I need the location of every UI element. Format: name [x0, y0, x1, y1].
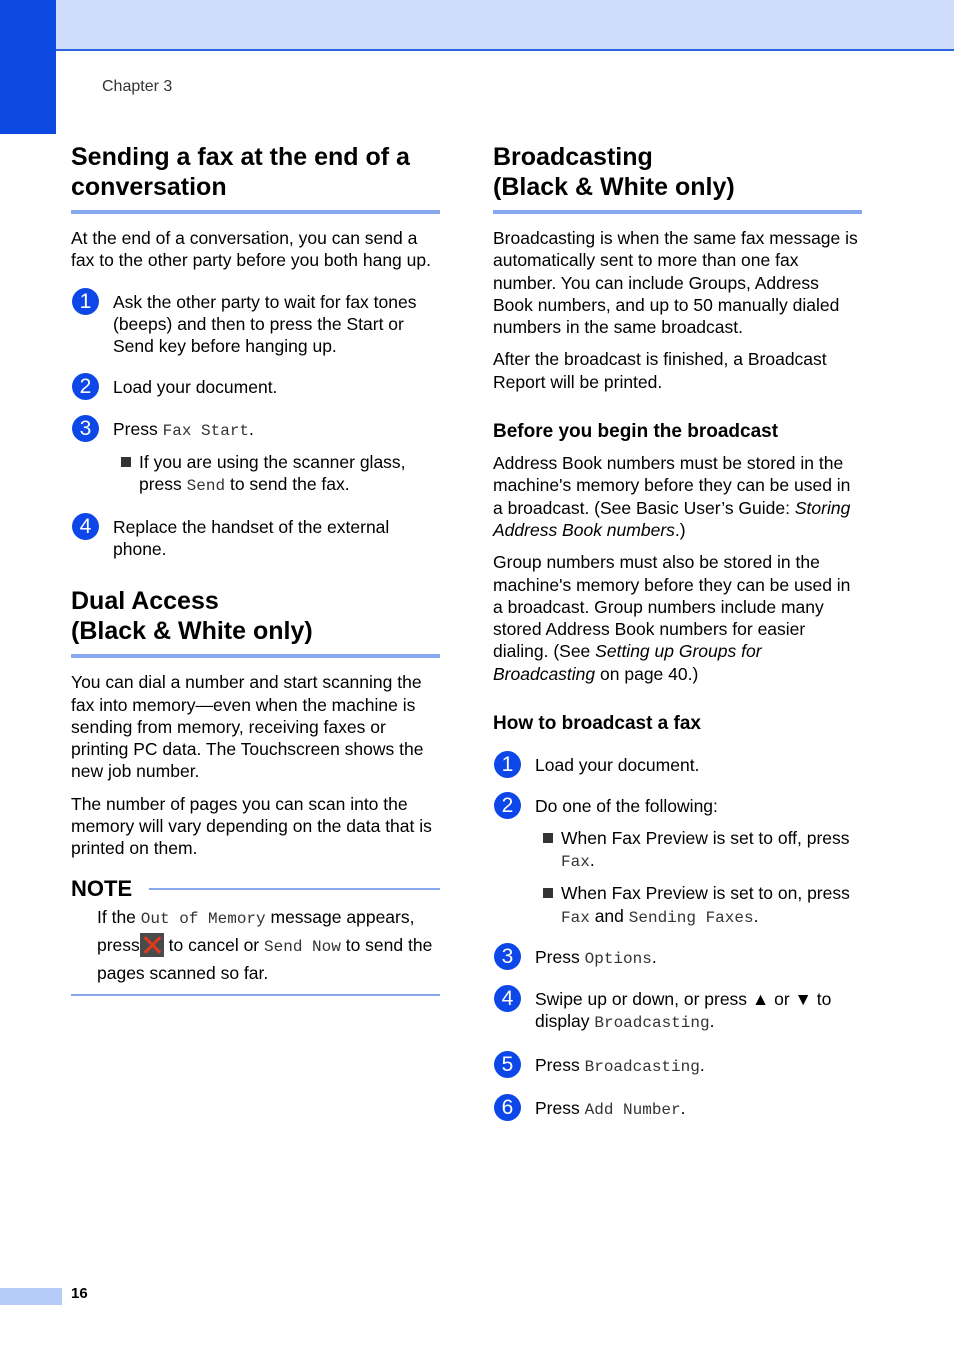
key-label: Send	[186, 477, 226, 496]
before-paragraph: Group numbers must also be stored in the machine's memory before they can be used in a broadcast. Group numbers include many stored Address Book numbers for easier dialing. (See Setting up Groups for Broadcasting on page 40.)	[493, 552, 851, 684]
step-item: 4 Replace the handset of the external phone.	[71, 516, 440, 561]
step-item: 3 Press Fax Start.	[71, 418, 440, 442]
bullet-item: If you are using the scanner glass, press Send to send the fax.	[71, 451, 440, 498]
key-label: Fax Start	[162, 421, 250, 440]
broadcast-paragraph: After the broadcast is finished, a Broadcast Report will be printed.	[493, 349, 827, 392]
page-number: 16	[71, 1285, 88, 1302]
step-number-icon: 3	[494, 943, 521, 970]
bullet-item: When Fax Preview is set to on, press Fax and Sending Faxes.	[493, 882, 862, 929]
right-column	[493, 142, 862, 1121]
note-title: NOTE	[71, 875, 133, 901]
step-item: 5 Press Broadcasting.	[493, 1054, 862, 1078]
bullet-item: When Fax Preview is set to off, press Fax.	[493, 827, 862, 874]
key-label: Send Now	[264, 937, 341, 956]
key-label: Add Number	[584, 1101, 681, 1120]
divider	[149, 888, 440, 890]
step-number-icon: 2	[494, 792, 521, 819]
note-box	[71, 876, 440, 996]
section-title-dual-access: Dual Access (Black & White only)	[71, 586, 440, 658]
step-number-icon: 1	[494, 751, 521, 778]
section-title-sending-fax: Sending a fax at the end of a conversation	[71, 142, 440, 214]
step-item: 6 Press Add Number.	[493, 1097, 862, 1121]
step-item: 2 Do one of the following:	[493, 795, 862, 817]
left-column	[71, 142, 440, 996]
dual-access-paragraph: The number of pages you can scan into the memory will vary depending on the data that is printed on them.	[71, 793, 432, 859]
step-item: 2 Load your document.	[71, 376, 440, 398]
key-label: Broadcasting	[594, 1014, 710, 1033]
page-number-bar	[0, 1288, 62, 1305]
chapter-label: Chapter 3	[102, 78, 173, 95]
key-label: Fax	[561, 852, 590, 871]
step-item: 3 Press Options.	[493, 946, 862, 970]
key-label: Sending Faxes	[628, 908, 754, 927]
step-number-icon: 5	[494, 1051, 521, 1078]
step-number-icon: 6	[494, 1094, 521, 1121]
key-label: Out of Memory	[140, 909, 266, 928]
key-label: Broadcasting	[584, 1057, 700, 1076]
broadcast-paragraph: Broadcasting is when the same fax message is automatically sent to more than one fax number. You can include Groups, Address Book numbers, and up to 50 manually dialed numbers in the same broadcast.	[493, 228, 858, 338]
step-item: 1 Ask the other party to wait for fax tones (beeps) and then to press the Start or Send key before hanging up.	[71, 291, 440, 358]
cancel-x-icon	[140, 933, 164, 957]
step-number-icon: 4	[494, 985, 521, 1012]
section-title-broadcasting: Broadcasting (Black & White only)	[493, 142, 862, 214]
step-item: 1 Load your document.	[493, 754, 862, 776]
key-label: Options	[584, 949, 652, 968]
key-label: Fax	[561, 908, 590, 927]
subheading-before: Before you begin the broadcast	[493, 421, 779, 443]
intro-paragraph: At the end of a conversation, you can send a fax to the other party before you both hang up.	[71, 228, 431, 271]
divider	[71, 994, 440, 996]
step-number-icon: 4	[72, 513, 99, 540]
step-number-icon: 3	[72, 415, 99, 442]
subheading-howto: How to broadcast a fax	[493, 713, 701, 735]
top-band	[0, 0, 954, 51]
note-text: If the Out of Memory message appears, press to cancel or Send Now to send the pages scanned so far.	[97, 906, 433, 983]
step-number-icon: 2	[72, 373, 99, 400]
dual-access-paragraph: You can dial a number and start scanning the fax into memory—even when the machine is sending from memory, receiving faxes or printing PC data. The Touchscreen shows the new job number.	[71, 672, 424, 782]
step-number-icon: 1	[72, 288, 99, 315]
step-item: 4 Swipe up or down, or press ▲ or ▼ to display Broadcasting.	[493, 988, 862, 1035]
chapter-tab	[0, 0, 56, 134]
before-paragraph: Address Book numbers must be stored in the machine's memory before they can be used in a broadcast. (See Basic User’s Guide: Storing Address Book numbers.)	[493, 453, 851, 540]
